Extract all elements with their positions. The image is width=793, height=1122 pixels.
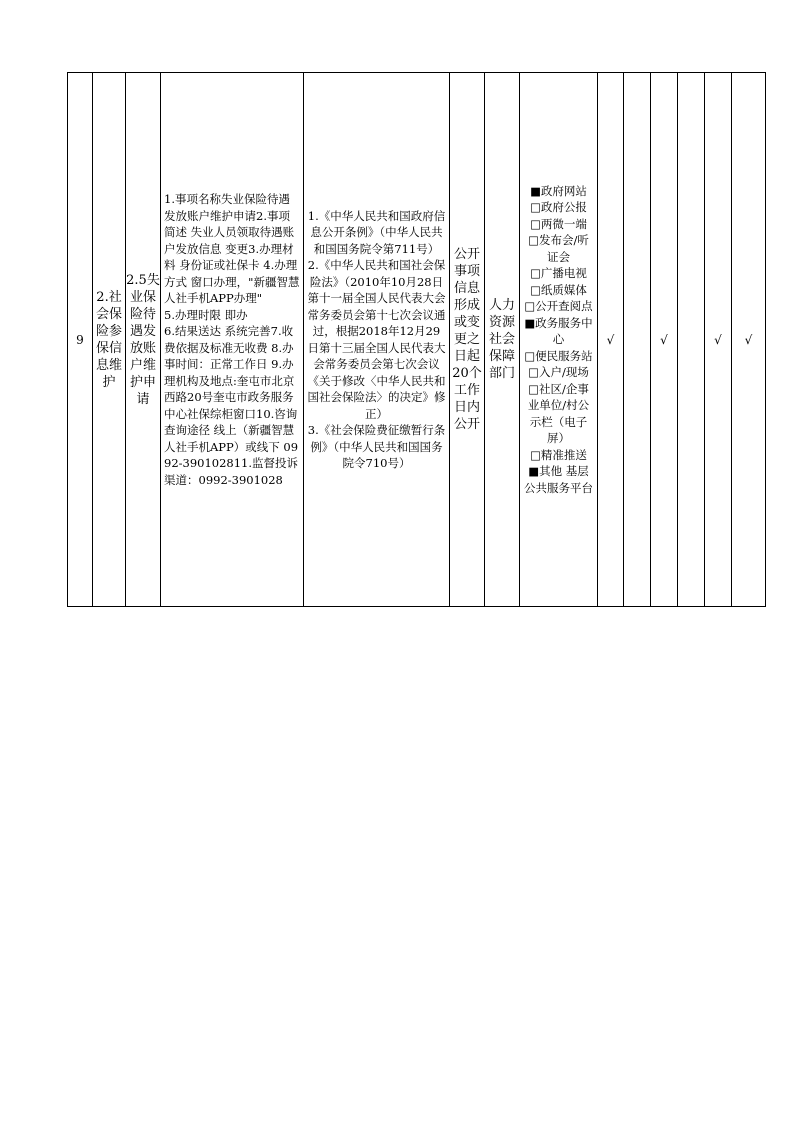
time-limit-text: 公开事项信息形成或变更之日起20个工作日内公开 <box>452 247 482 432</box>
basis-cell: 1.《中华人民共和国政府信息公开条例》（中华人民共和国国务院令第711号） 2.《中华人民共和国社会保险法》（2010年10月28日第十一届全国人民代表大会常务委员会第十七次会议通过，根据2018年12月29日第十三届全国人民代表大会常务委员会第七次会议《关于修改〈中华人民共和国社会保险法〉的决定》修正） 3.《社会保险费征缴暂行条例》（中华人民共和国国务院令710号） <box>304 73 450 607</box>
mark-cell-4 <box>678 73 705 607</box>
mark-cell-5: √ <box>705 73 732 607</box>
mark-cell-1: √ <box>598 73 624 607</box>
content-cell: 1.事项名称失业保险待遇发放账户维护申请2.事项简述 失业人员领取待遇账户发放信息 变更3.办理材料 身份证或社保卡 4.办理方式 窗口办理，"新疆智慧人社手机APP办理" 5.办理时限 即办 6.结果送达 系统完善7.收费依据及标准无收费 8.办事时间：正常工作日 9.办理机构及地点:奎屯市北京西路20号奎屯市政务服务中心社保综柜窗口10.咨询查询途径 线上（新疆智慧人社手机APP）或线下 0992-390102811.监督投诉渠道：0992-3901028 <box>161 73 304 607</box>
department-cell <box>485 73 520 607</box>
table-row <box>68 73 766 607</box>
time-limit-cell <box>450 73 485 607</box>
mark-cell-2 <box>624 73 651 607</box>
sub-item-text: 2.5失业保险待遇发放账户维护申请 <box>126 272 160 407</box>
channels-cell: ■政府网站 □政府公报 □两微一端 □发布会/听证会 □广播电视 □纸质媒体 □公开查阅点 ■政务服务中心 □便民服务站 □入户/现场 □社区/企事业单位/村公示栏（电子屏） □精准推送 ■其他 基层公共服务平台 <box>520 73 598 607</box>
mark-cell-6: √ <box>732 73 766 607</box>
disclosure-table <box>67 72 766 607</box>
sub-item-cell <box>126 73 161 607</box>
mark-cell-3: √ <box>651 73 678 607</box>
row-number: 9 <box>68 73 93 607</box>
category-text: 2.社会保险参保信息维护 <box>95 289 122 390</box>
department-text: 人力资源社会保障部门 <box>488 298 515 381</box>
category-cell <box>93 73 126 607</box>
